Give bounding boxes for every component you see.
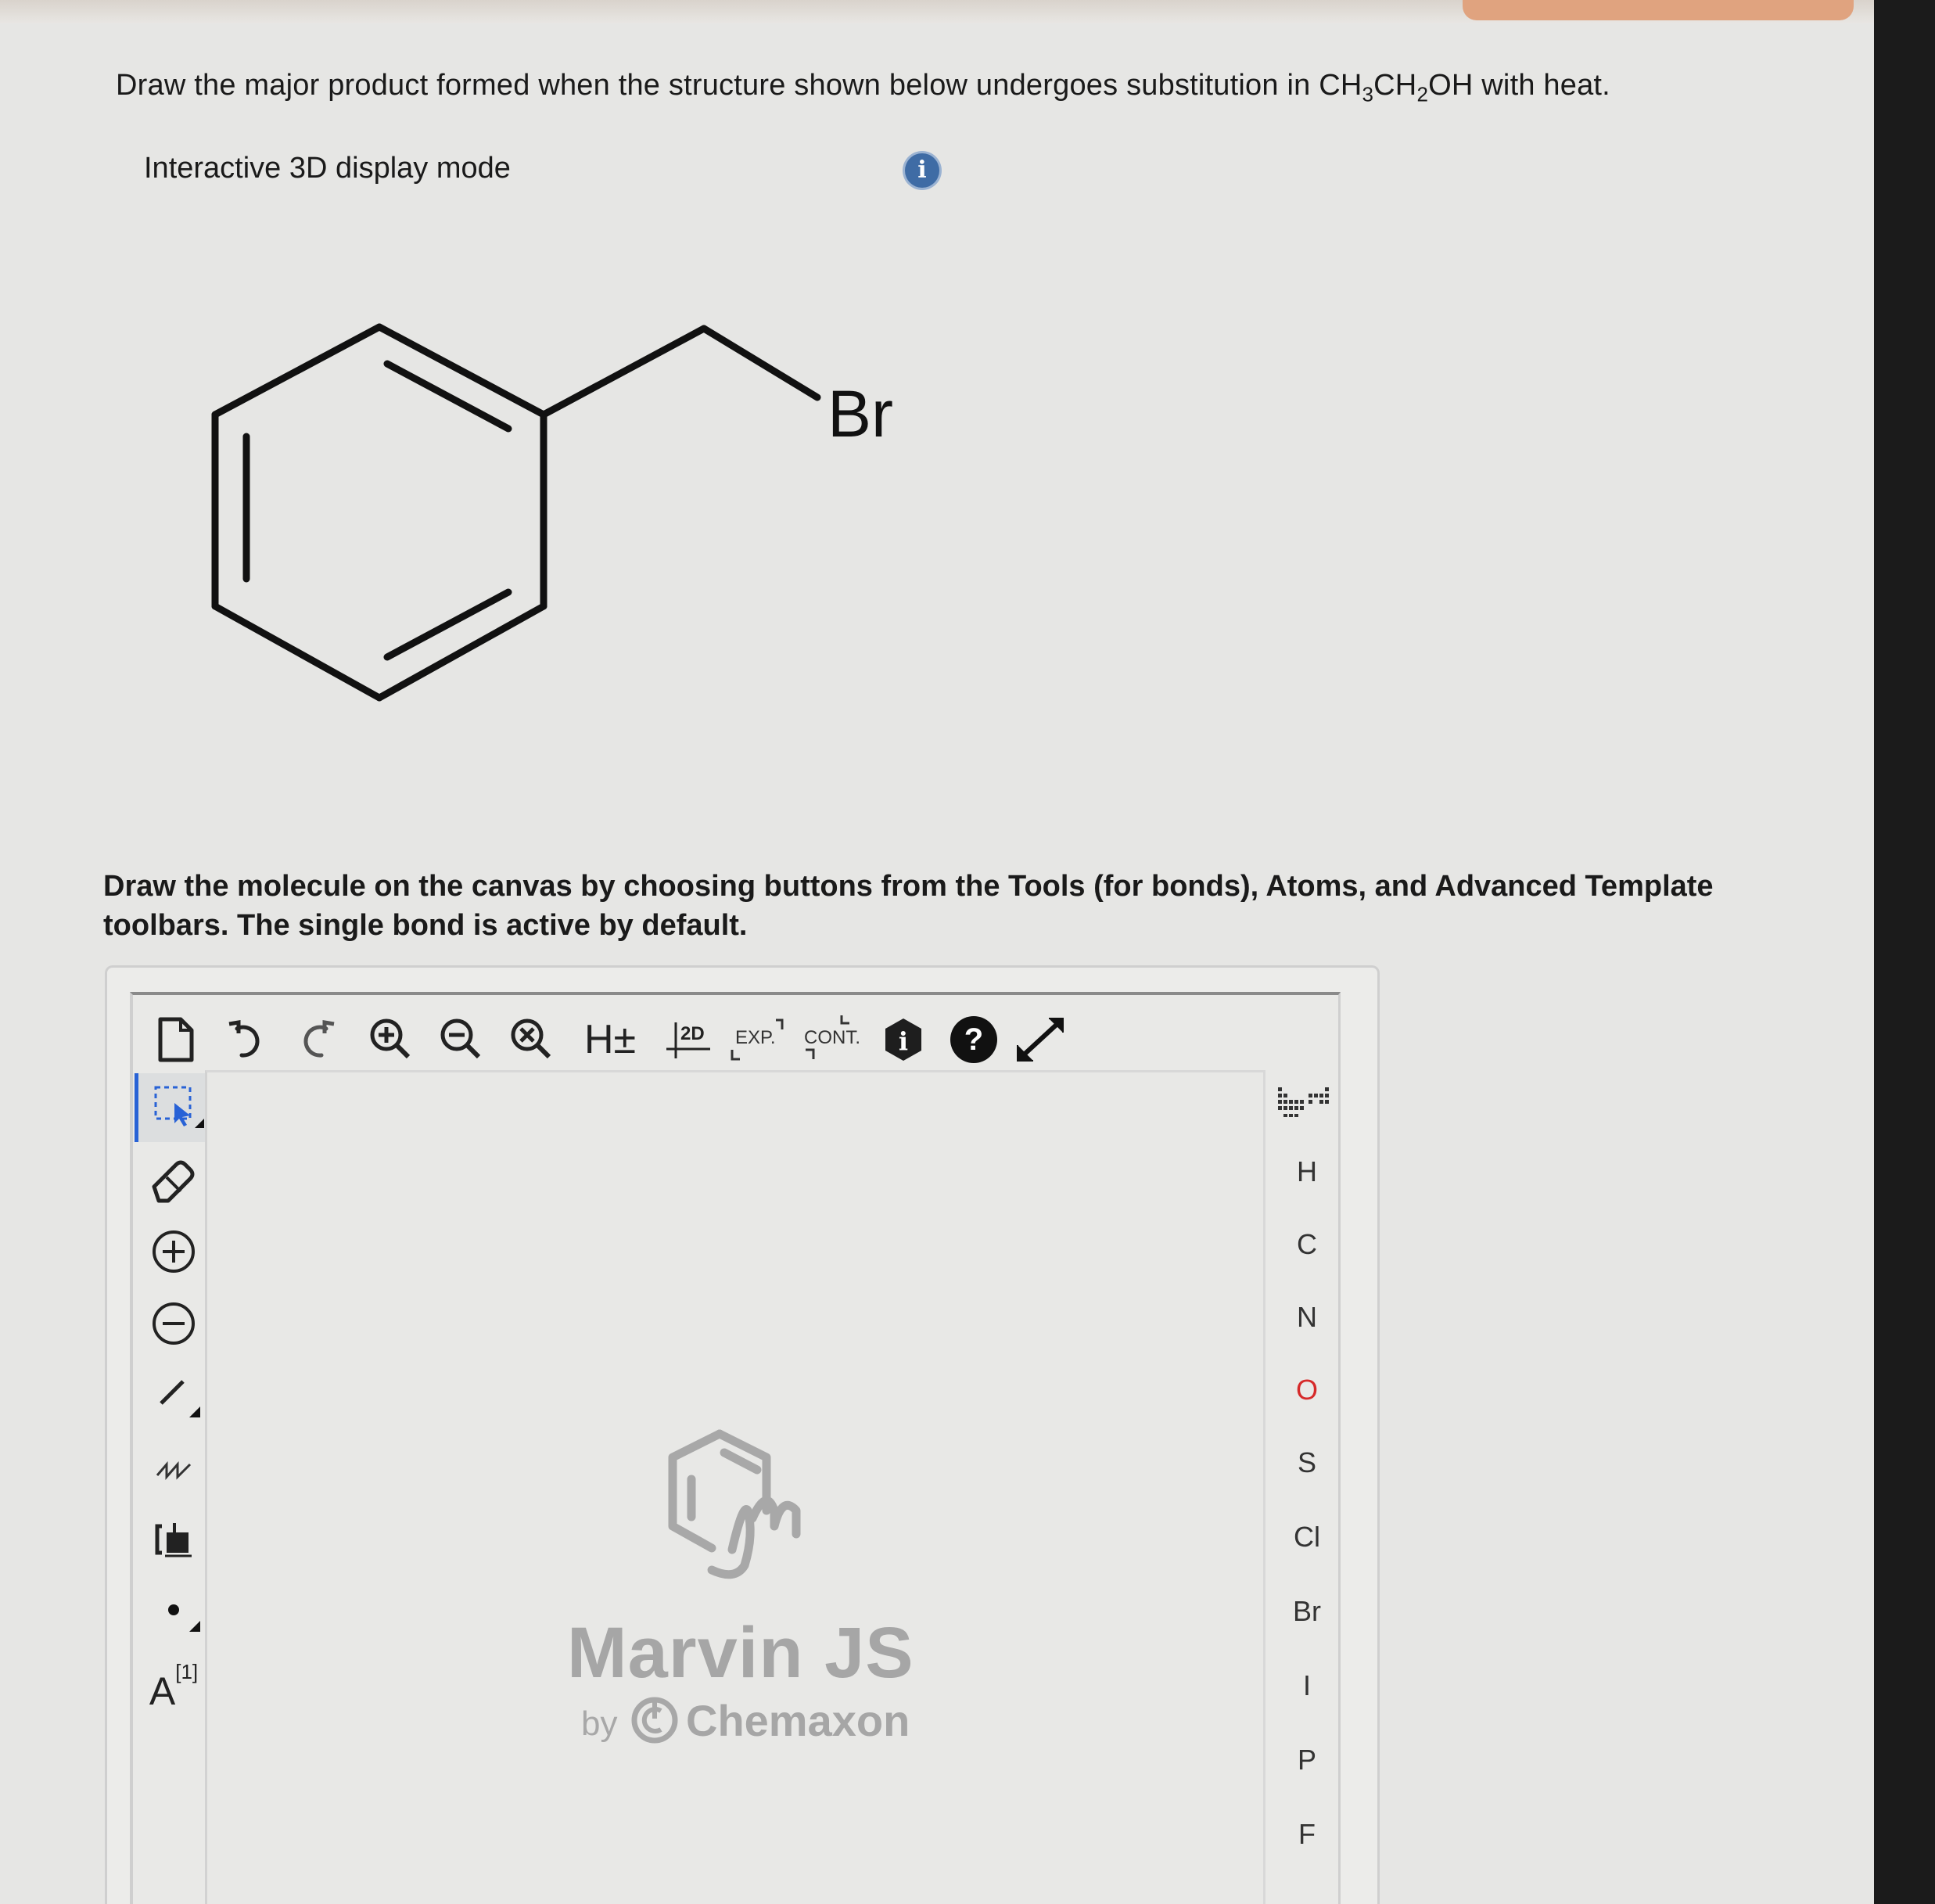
drawing-instructions: Draw the molecule on the canvas by choosing buttons from the Tools (for bonds), Atoms, and Advanced Template toolbars. The single bond is active by default.: [103, 870, 1714, 942]
new-document-button[interactable]: [149, 1004, 203, 1075]
chain-tool-button[interactable]: [135, 1433, 213, 1502]
left-toolbar: [135, 1073, 213, 1904]
redo-icon: [295, 1018, 339, 1062]
bracket-icon: [146, 1512, 201, 1567]
bracket-tool-button[interactable]: [135, 1505, 213, 1574]
bromine-label: Br: [827, 377, 893, 451]
structure-diagram: [188, 297, 939, 735]
eraser-icon: [146, 1152, 201, 1207]
radical-tool-button[interactable]: [135, 1577, 213, 1646]
atom-map-button[interactable]: [135, 1649, 213, 1718]
atom-map-index: [1]: [175, 1659, 199, 1683]
svg-text:2D: 2D: [680, 1023, 705, 1044]
atom-iodine-button[interactable]: I: [1302, 1669, 1311, 1701]
chemaxon-brand: Chemaxon: [686, 1696, 910, 1745]
atom-phosphorus-button[interactable]: P: [1297, 1744, 1316, 1776]
marvin-by: by: [581, 1705, 618, 1743]
atom-map-letter: A: [149, 1669, 176, 1713]
radical-dot-icon: [142, 1580, 205, 1643]
expand-icon: [727, 1014, 790, 1065]
hydrogen-toggle-button[interactable]: H±: [583, 1017, 637, 1062]
zoom-in-button[interactable]: [364, 1004, 418, 1075]
expand-arrows-icon: [1013, 1014, 1068, 1065]
negative-charge-button[interactable]: [135, 1289, 213, 1358]
positive-charge-button[interactable]: [135, 1217, 213, 1286]
atom-carbon-button[interactable]: C: [1297, 1228, 1317, 1260]
marvin-logo-icon: [657, 1424, 829, 1589]
svg-text:i: i: [898, 1026, 909, 1056]
svg-text:?: ?: [964, 1022, 984, 1057]
chemaxon-logo-icon: [630, 1695, 680, 1745]
top-toolbar: [141, 1004, 1079, 1075]
plus-charge-icon: [149, 1227, 199, 1277]
atom-fluorine-button[interactable]: F: [1298, 1818, 1316, 1850]
atom-hydrogen-button[interactable]: H: [1297, 1155, 1317, 1187]
svg-text:EXP.: EXP.: [735, 1027, 776, 1048]
help-icon: [948, 1014, 1000, 1065]
selection-tool-button[interactable]: [135, 1073, 213, 1142]
minus-charge-icon: [149, 1299, 199, 1349]
drawing-canvas[interactable]: [205, 1070, 1265, 1904]
svg-text:CONT.: CONT.: [804, 1027, 860, 1048]
single-bond-button[interactable]: [135, 1361, 213, 1430]
undo-icon: [224, 1018, 268, 1062]
zoom-in-icon: [368, 1016, 415, 1063]
window-edge: [1874, 0, 1935, 1904]
zoom-reset-icon: [508, 1016, 555, 1063]
erase-tool-button[interactable]: [135, 1145, 213, 1214]
single-bond-icon: [142, 1364, 205, 1427]
contract-groups-button[interactable]: [798, 1004, 868, 1075]
info-icon[interactable]: i: [905, 153, 939, 188]
atom-oxygen-button[interactable]: O: [1295, 1374, 1318, 1406]
clean-2d-button[interactable]: [657, 1004, 720, 1075]
chain-icon: [146, 1444, 201, 1491]
zoom-out-button[interactable]: [434, 1004, 489, 1075]
contract-icon: [798, 1012, 868, 1067]
atom-nitrogen-button[interactable]: N: [1297, 1301, 1317, 1333]
atoms-toolbar: [1273, 1073, 1341, 1904]
clean-2d-icon: [663, 1016, 713, 1063]
info-icon: [882, 1017, 924, 1062]
redo-button[interactable]: [289, 1004, 344, 1075]
help-button[interactable]: [942, 1004, 1005, 1075]
about-button[interactable]: [876, 1004, 931, 1075]
question-text: Draw the major product formed when the structure shown below undergoes substitution in $CH_3CH_2OH$ with heat.: [116, 69, 1610, 106]
undo-button[interactable]: [219, 1004, 274, 1075]
document-icon: [156, 1016, 196, 1063]
top-accent-tab: [1463, 0, 1854, 20]
zoom-out-icon: [438, 1016, 485, 1063]
atom-sulfur-button[interactable]: S: [1297, 1446, 1316, 1478]
periodic-table-icon[interactable]: [1276, 1084, 1333, 1122]
atom-chlorine-button[interactable]: Cl: [1294, 1521, 1320, 1553]
rectangle-select-icon: [145, 1076, 207, 1139]
atom-bromine-button[interactable]: Br: [1293, 1595, 1321, 1627]
display-mode-label: Interactive 3D display mode: [144, 152, 511, 185]
expand-groups-button[interactable]: [727, 1004, 790, 1075]
zoom-reset-button[interactable]: [504, 1004, 559, 1075]
marvin-brand: Marvin JS: [567, 1613, 914, 1693]
fullscreen-button[interactable]: [1009, 1004, 1072, 1075]
